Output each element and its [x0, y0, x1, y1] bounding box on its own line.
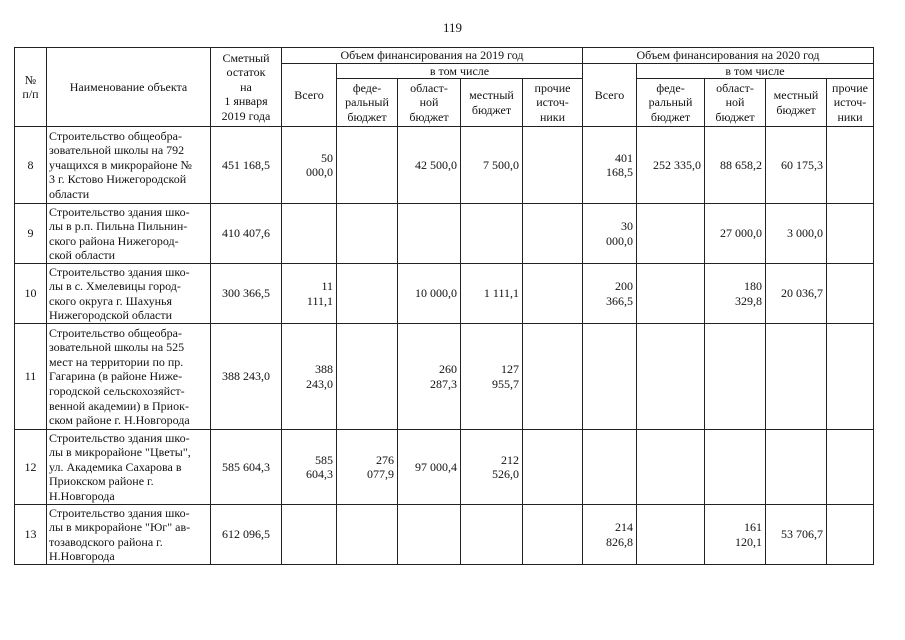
- header-other-2019: прочие источ- ники: [523, 79, 583, 127]
- cell-local-2020: [766, 430, 827, 505]
- cell-number: 11: [15, 324, 47, 430]
- cell-federal-2020: [637, 430, 705, 505]
- header-including-2019: в том числе: [337, 63, 583, 79]
- cell-object-name: Строительство общеобра- зовательной школы на 525 мест на территории по пр. Гагарина (в районе Ниже- городской сельскохозяйст- венной академии) в Приок- ском районе г. Н.Новгорода: [47, 324, 211, 430]
- financing-table: [14, 47, 874, 565]
- table-row: [15, 264, 874, 324]
- cell-number: 13: [15, 505, 47, 565]
- cell-total-2019: 50 000,0: [282, 127, 337, 204]
- cell-local-2019: 212 526,0: [461, 430, 523, 505]
- cell-other-2019: [523, 505, 583, 565]
- cell-total-2020: [583, 324, 637, 430]
- cell-other-2019: [523, 127, 583, 204]
- header-other-2020: прочие источ- ники: [827, 79, 874, 127]
- cell-estimated-balance: 585 604,3: [211, 430, 282, 505]
- cell-total-2019: [282, 505, 337, 565]
- cell-local-2020: 3 000,0: [766, 204, 827, 264]
- cell-estimated-balance: 300 366,5: [211, 264, 282, 324]
- cell-other-2020: [827, 204, 874, 264]
- header-federal-2020: феде- ральный бюджет: [637, 79, 705, 127]
- cell-regional-2019: 42 500,0: [398, 127, 461, 204]
- header-total-2020: Всего: [583, 63, 637, 127]
- header-financing-2019: Объем финансирования на 2019 год: [282, 48, 583, 64]
- cell-federal-2019: [337, 127, 398, 204]
- header-local-2020: местный бюджет: [766, 79, 827, 127]
- header-object-name: Наименование объекта: [47, 48, 211, 127]
- table-body: [15, 127, 874, 565]
- header-regional-2019: област- ной бюджет: [398, 79, 461, 127]
- cell-local-2019: 127 955,7: [461, 324, 523, 430]
- cell-federal-2019: [337, 505, 398, 565]
- cell-local-2019: 1 111,1: [461, 264, 523, 324]
- cell-regional-2019: [398, 204, 461, 264]
- cell-object-name: Строительство общеобра- зовательной школы на 792 учащихся в микрорайоне № 3 г. Кстово Нижегородской области: [47, 127, 211, 204]
- header-total-2019: Всего: [282, 63, 337, 127]
- table-row: [15, 505, 874, 565]
- cell-other-2019: [523, 324, 583, 430]
- cell-object-name: Строительство здания шко- лы в микрорайоне "Юг" ав- тозаводского района г. Н.Новгорода: [47, 505, 211, 565]
- cell-estimated-balance: 410 407,6: [211, 204, 282, 264]
- cell-local-2020: 53 706,7: [766, 505, 827, 565]
- header-estimated-balance: Сметный остаток на 1 января 2019 года: [211, 48, 282, 127]
- cell-total-2019: 388 243,0: [282, 324, 337, 430]
- cell-federal-2019: [337, 204, 398, 264]
- table-row: [15, 430, 874, 505]
- cell-local-2020: 20 036,7: [766, 264, 827, 324]
- cell-regional-2019: 97 000,4: [398, 430, 461, 505]
- cell-object-name: Строительство здания шко- лы в с. Хмелевицы город- ского округа г. Шахунья Нижегородской области: [47, 264, 211, 324]
- cell-local-2019: [461, 505, 523, 565]
- cell-federal-2020: [637, 264, 705, 324]
- cell-total-2019: 11 111,1: [282, 264, 337, 324]
- cell-total-2020: 401 168,5: [583, 127, 637, 204]
- cell-total-2020: [583, 430, 637, 505]
- cell-regional-2020: [705, 324, 766, 430]
- cell-federal-2020: [637, 324, 705, 430]
- header-number: № п/п: [15, 48, 47, 127]
- cell-object-name: Строительство здания шко- лы в р.п. Пильна Пильнин- ского района Нижегород- ской области: [47, 204, 211, 264]
- cell-other-2020: [827, 127, 874, 204]
- header-regional-2020: област- ной бюджет: [705, 79, 766, 127]
- header-financing-2020: Объем финансирования на 2020 год: [583, 48, 874, 64]
- table-row: [15, 127, 874, 204]
- cell-other-2019: [523, 204, 583, 264]
- cell-other-2020: [827, 430, 874, 505]
- cell-total-2020: 214 826,8: [583, 505, 637, 565]
- table-row: [15, 324, 874, 430]
- cell-other-2020: [827, 505, 874, 565]
- cell-number: 10: [15, 264, 47, 324]
- cell-federal-2019: [337, 324, 398, 430]
- cell-local-2019: 7 500,0: [461, 127, 523, 204]
- cell-regional-2020: 88 658,2: [705, 127, 766, 204]
- cell-regional-2020: 27 000,0: [705, 204, 766, 264]
- cell-total-2020: 30 000,0: [583, 204, 637, 264]
- cell-federal-2019: [337, 264, 398, 324]
- cell-total-2020: 200 366,5: [583, 264, 637, 324]
- cell-federal-2020: [637, 505, 705, 565]
- page-number: 119: [442, 20, 463, 35]
- cell-other-2020: [827, 324, 874, 430]
- cell-estimated-balance: 388 243,0: [211, 324, 282, 430]
- cell-federal-2020: 252 335,0: [637, 127, 705, 204]
- cell-federal-2020: [637, 204, 705, 264]
- cell-other-2019: [523, 264, 583, 324]
- cell-estimated-balance: 612 096,5: [211, 505, 282, 565]
- header-local-2019: местный бюджет: [461, 79, 523, 127]
- cell-regional-2020: [705, 430, 766, 505]
- cell-regional-2019: 10 000,0: [398, 264, 461, 324]
- cell-regional-2019: [398, 505, 461, 565]
- cell-number: 9: [15, 204, 47, 264]
- cell-other-2019: [523, 430, 583, 505]
- cell-number: 8: [15, 127, 47, 204]
- cell-total-2019: [282, 204, 337, 264]
- cell-local-2019: [461, 204, 523, 264]
- cell-number: 12: [15, 430, 47, 505]
- cell-regional-2020: 161 120,1: [705, 505, 766, 565]
- cell-local-2020: [766, 324, 827, 430]
- header-federal-2019: феде- ральный бюджет: [337, 79, 398, 127]
- cell-total-2019: 585 604,3: [282, 430, 337, 505]
- table-row: [15, 204, 874, 264]
- cell-federal-2019: 276 077,9: [337, 430, 398, 505]
- header-including-2020: в том числе: [637, 63, 874, 79]
- cell-estimated-balance: 451 168,5: [211, 127, 282, 204]
- cell-object-name: Строительство здания шко- лы в микрорайоне "Цветы", ул. Академика Сахарова в Приокском районе г. Н.Новгорода: [47, 430, 211, 505]
- cell-other-2020: [827, 264, 874, 324]
- cell-regional-2019: 260 287,3: [398, 324, 461, 430]
- cell-regional-2020: 180 329,8: [705, 264, 766, 324]
- cell-local-2020: 60 175,3: [766, 127, 827, 204]
